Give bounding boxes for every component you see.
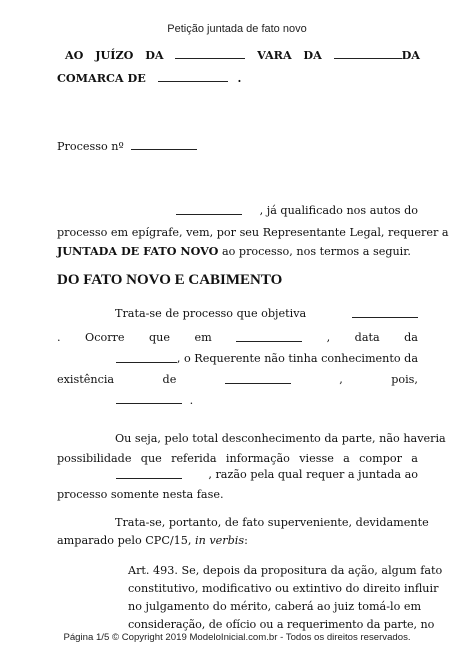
address-word: AO [65, 48, 84, 62]
address-word: VARA [257, 48, 292, 62]
p1-word: , [339, 373, 343, 386]
p2-word: a [343, 452, 350, 465]
intro-line-3 [57, 244, 411, 259]
address-line-2 [57, 71, 241, 85]
p3-text: : [244, 534, 248, 547]
p3-line-1: Trata-se, portanto, de fato superveniente, devidamente [115, 516, 429, 529]
blank-date-1[interactable] [236, 331, 302, 342]
p1-word: da [404, 331, 418, 344]
p1-word: Ocorre [85, 331, 125, 344]
p1-word: que [149, 331, 170, 344]
address-word: DA [145, 48, 164, 62]
p1-line-4 [57, 373, 418, 387]
p1-line-2 [57, 331, 418, 345]
p1-word: de [162, 373, 177, 386]
intro-line-2: processo em epígrafe, vem, por seu Representante Legal, requerer a [57, 226, 449, 239]
intro-text: , já qualificado nos autos do [259, 204, 418, 217]
p2-word: informação [225, 452, 290, 465]
p3-italic: in verbis [195, 534, 245, 547]
processo-label: Processo nº [57, 140, 124, 153]
p3-line-2 [57, 534, 248, 548]
p1-text: Trata-se de processo que objetiva [115, 307, 307, 320]
address-word: COMARCA DE [57, 71, 146, 85]
p2-line-2 [57, 452, 418, 466]
blank-vara[interactable] [175, 48, 245, 59]
p1-line-3 [116, 352, 418, 366]
p2-line-1: Ou seja, pelo total desconhecimento da parte, não haveria [115, 432, 446, 445]
blank-date-2[interactable] [116, 352, 177, 363]
intro-text: ao processo, nos termos a seguir. [218, 245, 411, 258]
quote-line-1: Art. 493. Se, depois da propositura da ação, algum fato [128, 564, 443, 577]
p2-word: a [411, 452, 418, 465]
p1-word: , [326, 331, 331, 344]
blank-vara-name[interactable] [334, 48, 402, 59]
p1-word: data [354, 331, 380, 344]
blank-reason[interactable] [116, 393, 182, 404]
address-word: JUÍZO [95, 48, 134, 62]
p2-word: viesse [299, 452, 334, 465]
address-word: DA [401, 48, 420, 62]
blank-processo-number[interactable] [131, 139, 197, 150]
p2-text: , razão pela qual requer a juntada ao [208, 468, 418, 481]
p1-word: em [194, 331, 212, 344]
p1-line-1 [115, 307, 418, 321]
address-word: . [237, 71, 242, 85]
page-footer: Página 1/5 © Copyright 2019 ModeloInicial.com.br - Todos os direitos reservados. [63, 632, 411, 643]
blank-objective[interactable] [352, 307, 418, 318]
address-line-1 [65, 48, 420, 62]
p2-word: compor [359, 452, 402, 465]
blank-party-name[interactable] [176, 204, 242, 215]
p2-word: que [140, 452, 162, 465]
quote-line-4: consideração, de ofício ou a requerimento da parte, no [128, 618, 435, 631]
processo-line [57, 139, 197, 154]
quote-line-2: constitutivo, modificativo ou extintivo do direito influir [128, 582, 439, 595]
p1-text: , o Requerente não tinha conhecimento da [176, 352, 418, 365]
p3-text: amparado pelo CPC/15, [57, 534, 192, 547]
section-title: DO FATO NOVO E CABIMENTO [57, 272, 283, 288]
p1-text: . [189, 394, 194, 407]
p1-line-5 [116, 393, 193, 408]
p1-word: . [57, 331, 61, 344]
p1-word: existência [57, 373, 115, 386]
quote-line-3: no julgamento do mérito, caberá ao juiz tomá-lo em [128, 600, 422, 613]
p2-line-4: processo somente nesta fase. [57, 488, 224, 501]
address-word: DA [303, 48, 322, 62]
blank-existence[interactable] [225, 373, 291, 384]
intro-line-1 [176, 204, 418, 218]
blank-information[interactable] [116, 468, 182, 479]
blank-comarca[interactable] [158, 71, 228, 82]
p2-word: referida [171, 452, 217, 465]
p1-word: pois, [391, 373, 418, 386]
p2-word: possibilidade [57, 452, 132, 465]
intro-bold: JUNTADA DE FATO NOVO [57, 244, 219, 258]
page-header: Petição juntada de fato novo [167, 23, 307, 35]
p2-line-3 [116, 468, 418, 482]
